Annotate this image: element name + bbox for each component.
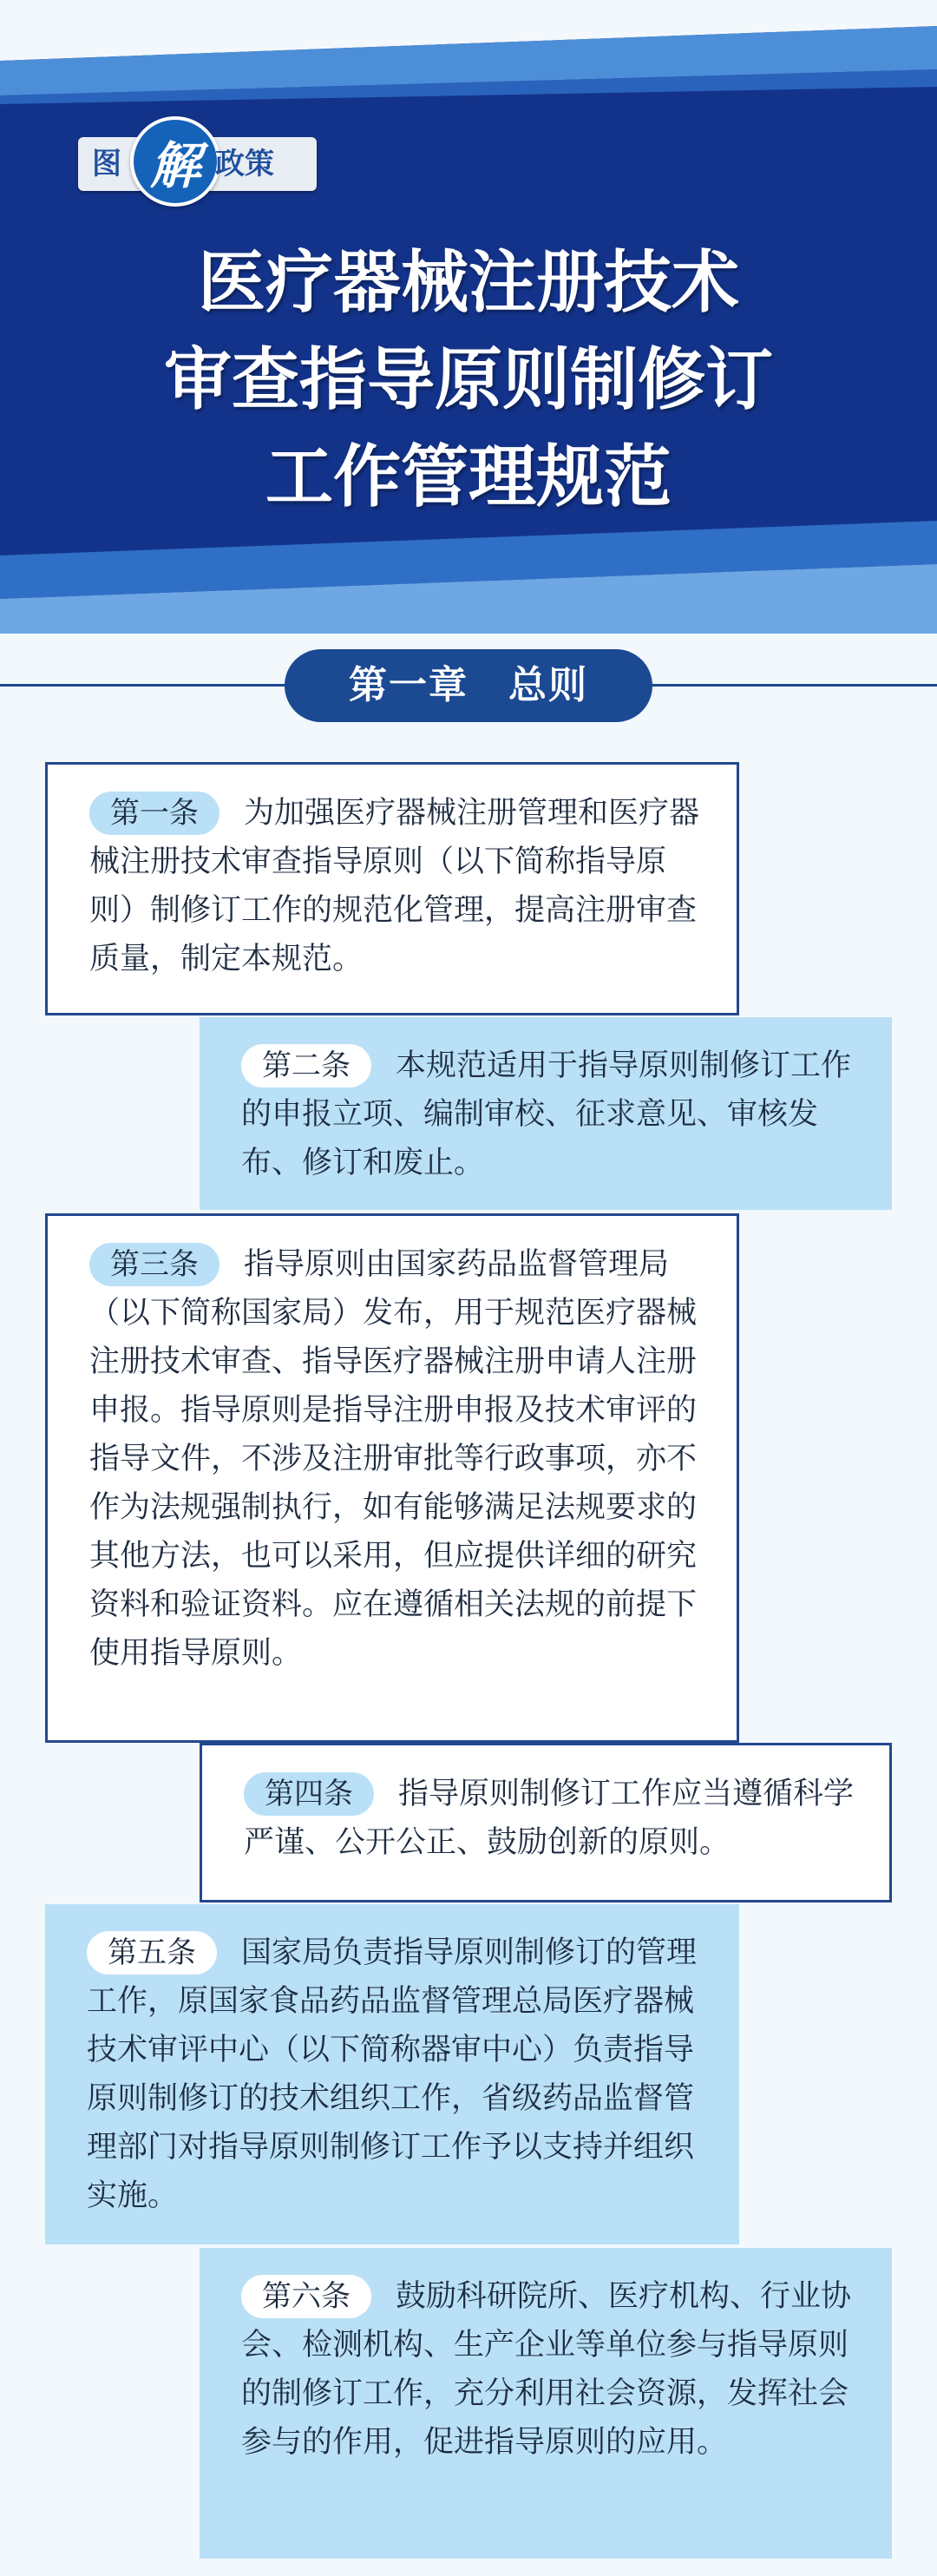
badge-right-text: 政策 [215,147,274,181]
policy-badge [78,136,317,195]
article-text: 国家局负责指导原则制修订的管理工作，原国家食品药品监督管理总局医疗器械技术审评中心（以下简称器审中心）负责指导原则制修订的技术组织工作，省级药品监督管理部门对指导原则制修订工作予以支持并组织实施。 [87,1935,698,2213]
article-label: 第一条 [89,792,220,835]
chapter-heading: 第一章 总则 [285,649,652,722]
article-card [200,1743,892,1902]
article-card [45,1213,739,1743]
article-text: 本规范适用于指导原则制修订工作的申报立项、编制审校、征求意见、审核发布、修订和废止。 [241,1048,852,1180]
article-label: 第二条 [241,1044,371,1088]
article-label: 第三条 [89,1243,220,1286]
badge-left-text: 图 [92,147,121,181]
badge-center-text: 解 [149,136,200,195]
article-label: 第五条 [87,1931,217,1975]
article-card [200,1017,892,1210]
page-title [0,234,937,526]
title-line-1: 医疗器械注册技术 [197,244,739,322]
article-label: 第四条 [244,1772,374,1816]
article-text: 指导原则制修订工作应当遵循科学严谨、公开公正、鼓励创新的原则。 [244,1777,855,1860]
badge-circle [130,116,220,207]
article-text: 指导原则由国家药品监督管理局（以下简称国家局）发布，用于规范医疗器械注册技术审查、指导医疗器械注册申请人注册申报。指导原则是指导注册申报及技术审评的指导文件，不涉及注册审批等行政事项，亦不作为法规强制执行，如有能够满足法规要求的其他方法，也可以采用，但应提供详细的研究资料和验证资料。应在遵循相关法规的前提下使用指导原则。 [89,1247,698,1671]
article-card [45,762,739,1015]
article-text: 鼓励科研院所、医疗机构、行业协会、检测机构、生产企业等单位参与指导原则的制修订工作，充分利用社会资源，发挥社会参与的作用，促进指导原则的应用。 [241,2279,852,2460]
article-label: 第六条 [241,2275,371,2318]
article-card [200,2248,892,2559]
article-card [45,1904,739,2244]
header-banner [0,0,937,634]
title-line-2: 审查指导原则制修订 [163,341,773,419]
article-text: 为加强医疗器械注册管理和医疗器械注册技术审查指导原则（以下简称指导原则）制修订工作的规范化管理，提高注册审查质量，制定本规范。 [89,796,700,976]
title-line-3: 工作管理规范 [265,438,672,516]
